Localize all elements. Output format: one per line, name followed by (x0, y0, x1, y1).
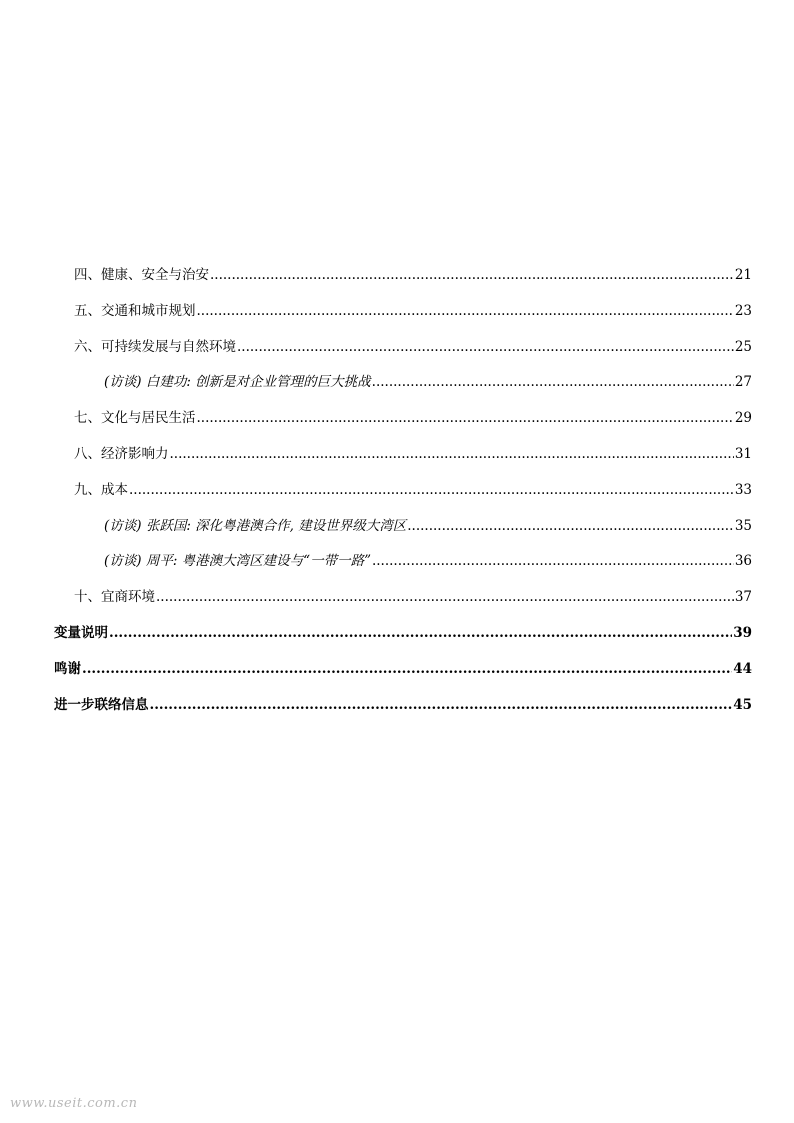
toc-entry-section[interactable] (54, 688, 752, 724)
toc-leader-dots (197, 401, 734, 437)
toc-entry-title: 八、经济影响力 (74, 445, 169, 462)
toc-entry-title: 变量说明 (54, 624, 108, 641)
toc-entry-page: 25 (734, 338, 752, 355)
toc-entry-page: 23 (734, 302, 752, 319)
toc-entry-title: 六、可持续发展与自然环境 (74, 338, 236, 355)
toc-entry-title: (访谈) 张跃国: 深化粤港澳合作, 建设世界级大湾区 (104, 517, 407, 534)
toc-entry-title: 鸣谢 (54, 660, 81, 677)
toc-entry-page: 35 (734, 517, 752, 534)
toc-entry-page: 36 (734, 553, 752, 570)
toc-leader-dots (210, 258, 734, 294)
watermark: www.useit.com.cn (10, 1096, 138, 1111)
toc-entry-page: 45 (733, 696, 752, 713)
toc-entry-title: (访谈) 周平: 粤港澳大湾区建设与“一带一路” (104, 553, 371, 570)
toc-leader-dots (150, 688, 733, 724)
toc-leader-dots (372, 544, 734, 580)
toc-entry[interactable] (54, 401, 752, 437)
toc-entry-page: 33 (734, 481, 752, 498)
toc-leader-dots (170, 437, 734, 473)
toc-entry-title: 十、宜商环境 (74, 589, 155, 606)
toc-entry[interactable] (54, 473, 752, 509)
toc-entry-page: 27 (734, 374, 752, 391)
toc-entry[interactable] (54, 580, 752, 616)
toc-entry-interview[interactable] (54, 365, 752, 401)
toc-entry-title: 五、交通和城市规划 (74, 302, 196, 319)
toc-leader-dots (197, 294, 734, 330)
toc-entry-page: 21 (734, 267, 752, 283)
toc-entry-title: 四、健康、安全与治安 (74, 267, 209, 283)
toc-entry-title: 九、成本 (74, 481, 128, 498)
toc-leader-dots (156, 580, 734, 616)
toc-leader-dots (372, 365, 734, 401)
toc-leader-dots (129, 473, 734, 509)
toc-entry[interactable] (54, 437, 752, 473)
toc-leader-dots (82, 652, 732, 688)
toc-entry-section[interactable] (54, 616, 752, 652)
toc-entry-page: 31 (734, 445, 752, 462)
toc-entry-page: 39 (733, 624, 752, 641)
toc-leader-dots (237, 330, 734, 366)
toc-entry-page: 29 (734, 410, 752, 427)
toc-entry-page: 44 (733, 660, 752, 677)
toc-leader-dots (407, 509, 734, 545)
toc-entry-page: 37 (734, 589, 752, 606)
toc-leader-dots (109, 616, 732, 652)
toc-entry-interview[interactable] (54, 544, 752, 580)
toc-entry-interview[interactable] (54, 509, 752, 545)
toc-entry[interactable] (54, 330, 752, 366)
table-of-contents (54, 258, 752, 723)
toc-entry[interactable] (54, 294, 752, 330)
toc-entry[interactable] (54, 258, 752, 294)
toc-entry-section[interactable] (54, 652, 752, 688)
toc-entry-title: (访谈) 白建功: 创新是对企业管理的巨大挑战 (104, 374, 371, 391)
toc-entry-title: 七、文化与居民生活 (74, 410, 196, 427)
toc-entry-title: 进一步联络信息 (54, 696, 149, 713)
